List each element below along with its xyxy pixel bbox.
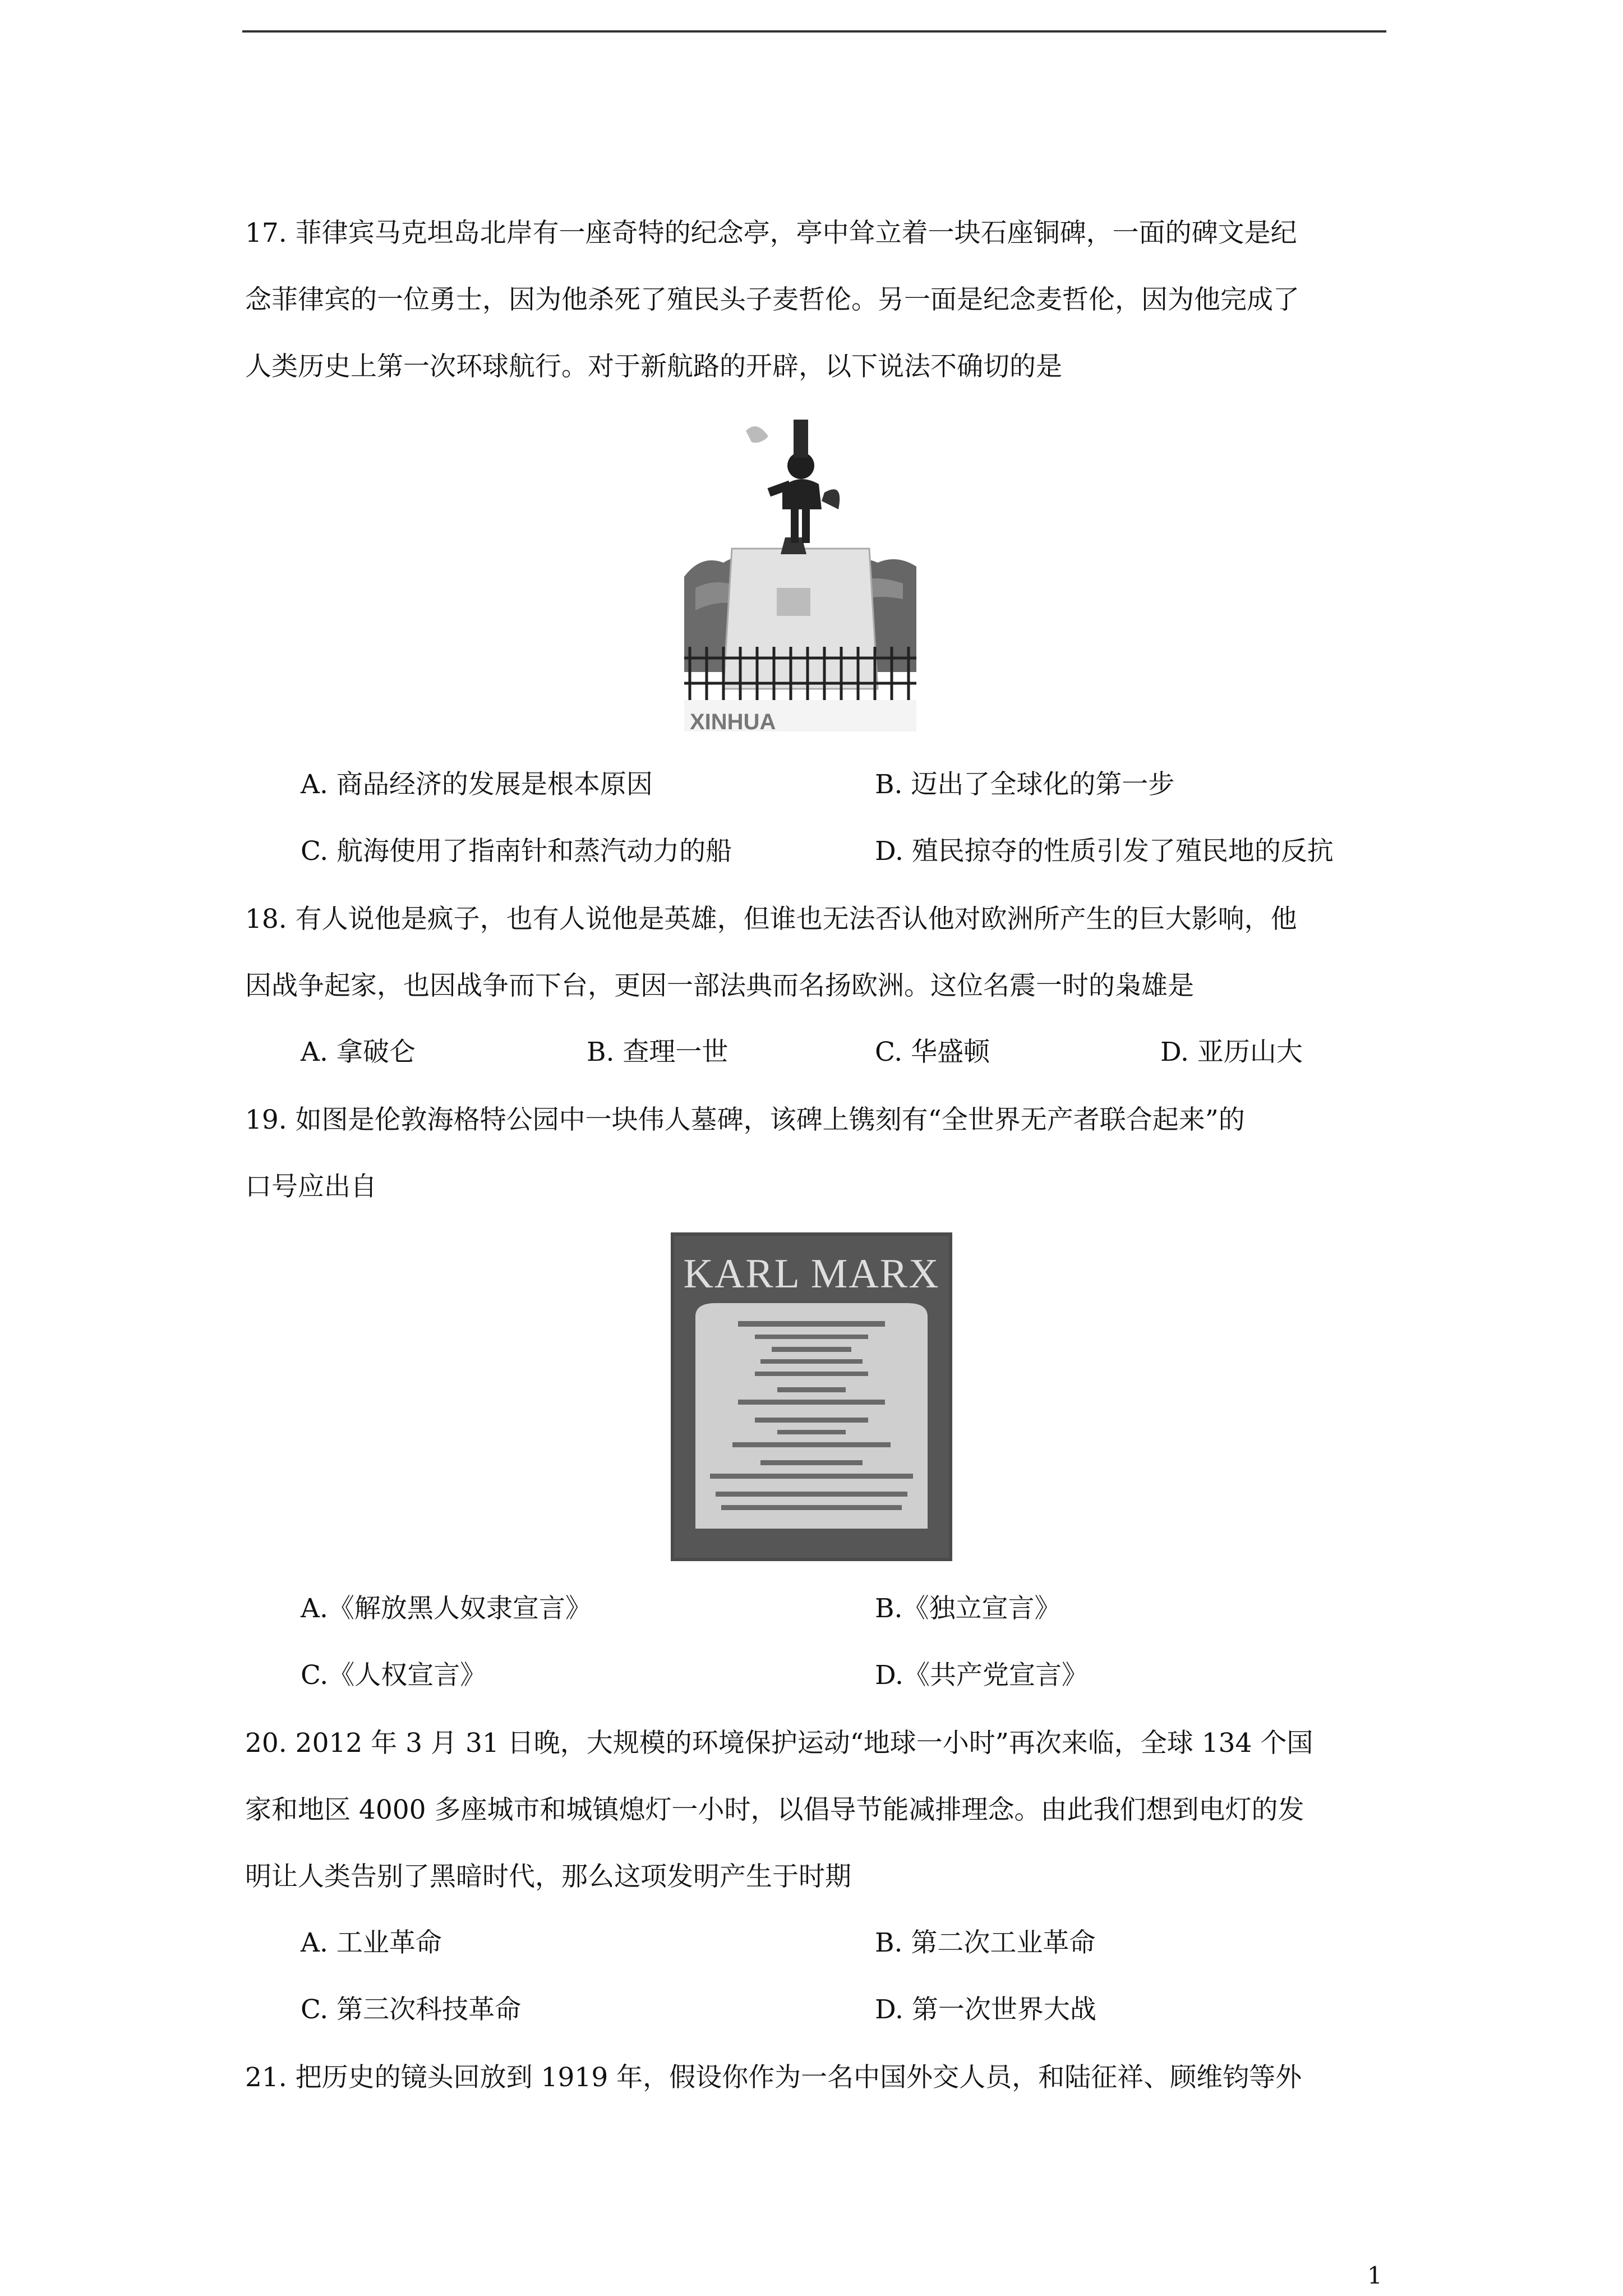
question-18-option-c: C. 华盛顿 bbox=[875, 1037, 990, 1068]
question-17-line-2: 念菲律宾的一位勇士，因为他杀死了殖民头子麦哲伦。另一面是纪念麦哲伦，因为他完成了 bbox=[245, 284, 1299, 315]
question-18-line-1: 18. 有人说他是疯子，也有人说他是英雄，但谁也无法否认他对欧洲所产生的巨大影响，他 bbox=[245, 904, 1297, 935]
question-20-stem bbox=[245, 1710, 1400, 1910]
question-19-option-a: A.《解放黑人奴隶宣言》 bbox=[301, 1593, 592, 1624]
karl-marx-tomb-photo bbox=[671, 1232, 952, 1561]
question-19-option-b: B.《独立宣言》 bbox=[875, 1593, 1061, 1624]
question-20-option-d: D. 第一次世界大战 bbox=[875, 1994, 1096, 2025]
question-17-stem bbox=[245, 200, 1400, 400]
question-17-line-3: 人类历史上第一次环球航行。对于新航路的开辟，以下说法不确切的是 bbox=[245, 351, 1062, 382]
photo-watermark: XINHUA bbox=[690, 710, 776, 731]
question-17-option-c: C. 航海使用了指南针和蒸汽动力的船 bbox=[301, 836, 732, 867]
question-17-line-1: 17. 菲律宾马克坦岛北岸有一座奇特的纪念亭，亭中耸立着一块石座铜碑，一面的碑文是纪 bbox=[245, 218, 1297, 249]
question-20-line-3: 明让人类告别了黑暗时代，那么这项发明产生于时期 bbox=[245, 1861, 851, 1892]
question-19-option-c: C.《人权宣言》 bbox=[301, 1660, 487, 1691]
question-17-option-a: A. 商品经济的发展是根本原因 bbox=[301, 769, 653, 800]
question-18-line-2: 因战争起家，也因战争而下台，更因一部法典而名扬欧洲。这位名震一时的枭雄是 bbox=[245, 970, 1194, 1001]
question-17-option-d: D. 殖民掠夺的性质引发了殖民地的反抗 bbox=[875, 836, 1334, 867]
question-19-option-d: D.《共产党宣言》 bbox=[875, 1660, 1088, 1691]
question-20-line-2: 家和地区 4000 多座城市和城镇熄灯一小时，以倡导节能减排理念。由此我们想到电灯的发 bbox=[245, 1795, 1304, 1825]
page-number: 1 bbox=[1367, 2262, 1382, 2289]
question-20-option-b: B. 第二次工业革命 bbox=[875, 1927, 1096, 1958]
question-20-line-1: 20. 2012 年 3 月 31 日晚，大规模的环境保护运动“地球一小时”再次来临，全球 134 个国 bbox=[245, 1728, 1313, 1759]
question-20-option-c: C. 第三次科技革命 bbox=[301, 1994, 522, 2025]
question-18-option-b: B. 查理一世 bbox=[587, 1037, 728, 1068]
question-19-line-1: 19. 如图是伦敦海格特公园中一块伟人墓碑，该碑上镌刻有“全世界无产者联合起来”的 bbox=[245, 1105, 1245, 1135]
question-19-stem bbox=[245, 1087, 1400, 1220]
question-18-stem bbox=[245, 886, 1400, 1019]
question-21-line-1: 21. 把历史的镜头回放到 1919 年，假设你作为一名中国外交人员，和陆征祥、顾维钧等外 bbox=[245, 2062, 1302, 2093]
magellan-monument-photo bbox=[684, 420, 916, 731]
question-18-option-a: A. 拿破仑 bbox=[301, 1037, 416, 1068]
question-18-option-d: D. 亚历山大 bbox=[1160, 1037, 1303, 1068]
question-20-option-a: A. 工业革命 bbox=[301, 1927, 442, 1958]
header-rule bbox=[242, 30, 1386, 33]
question-21-stem bbox=[245, 2044, 1400, 2111]
question-17-option-b: B. 迈出了全球化的第一步 bbox=[875, 769, 1175, 800]
tomb-inscription-title: KARL MARX bbox=[683, 1251, 940, 1297]
question-19-line-2: 口号应出自 bbox=[245, 1171, 377, 1202]
